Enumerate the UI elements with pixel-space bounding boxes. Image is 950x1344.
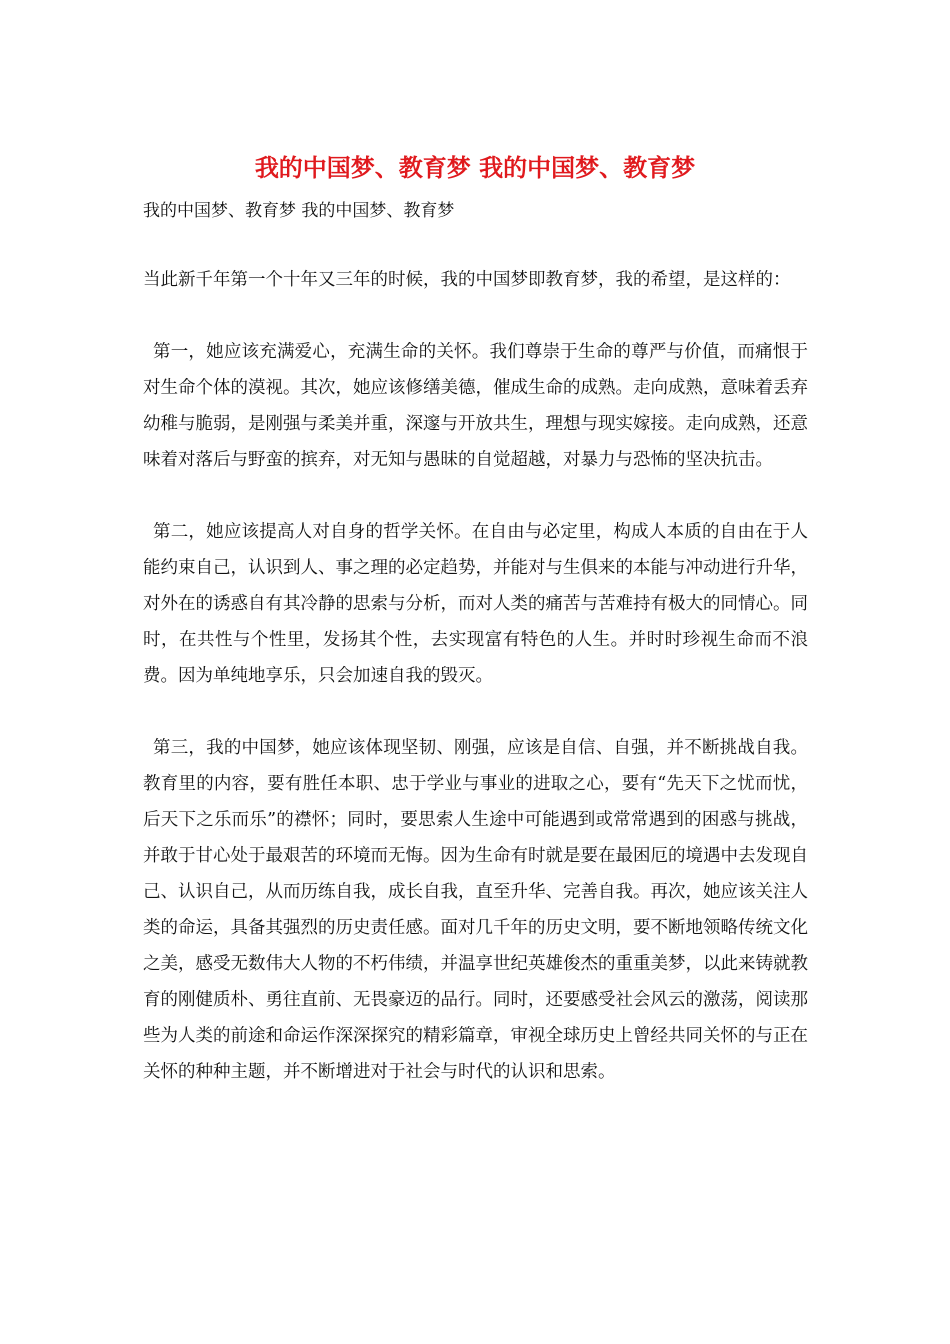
- document-title: 我的中国梦、教育梦 我的中国梦、教育梦: [254, 153, 696, 182]
- document-body: [143, 262, 808, 1126]
- paragraph-third: 第三，我的中国梦，她应该体现坚韧、刚强，应该是自信、自强，并不断挑战自我。教育里的内容，要有胜任本职、忠于学业与事业的进取之心，要有“先天下之忧而忧，后天下之乐而乐”的襟怀；同时，要思索人生途中可能遇到或常常遇到的困惑与挑战，并敢于甘心处于最艰苦的环境而无悔。因为生命有时就是要在最困厄的境遇中去发现自己、认识自己，从而历练自我，成长自我，直至升华、完善自我。再次，她应该关注人类的命运，具备其强烈的历史责任感。面对几千年的历史文明，要不断地领略传统文化之美，感受无数伟大人物的不朽伟绩，并温享世纪英雄俊杰的重重美梦，以此来铸就教育的刚健质朴、勇往直前、无畏豪迈的品行。同时，还要感受社会风云的激荡，阅读那些为人类的前途和命运作深深探究的精彩篇章，审视全球历史上曾经共同关怀的与正在关怀的种种主题，并不断增进对于社会与时代的认识和思索。: [143, 738, 808, 1082]
- document-subtitle: 我的中国梦、教育梦 我的中国梦、教育梦: [143, 201, 455, 221]
- paragraph-second: 第二，她应该提高人对自身的哲学关怀。在自由与必定里，构成人本质的自由在于人能约束自己，认识到人、事之理的必定趋势，并能对与生俱来的本能与冲动进行升华，对外在的诱惑自有其冷静的思索与分析，而对人类的痛苦与苦难持有极大的同情心。同时，在共性与个性里，发扬其个性，去实现富有特色的人生。并时时珍视生命而不浪费。因为单纯地享乐，只会加速自我的毁灭。: [143, 522, 808, 686]
- paragraph-intro: 当此新千年第一个十年又三年的时候，我的中国梦即教育梦，我的希望，是这样的：: [143, 270, 791, 290]
- paragraph-first: 第一，她应该充满爱心，充满生命的关怀。我们尊崇于生命的尊严与价值，而痛恨于对生命个体的漠视。其次，她应该修缮美德，催成生命的成熟。走向成熟，意味着丢弃幼稚与脆弱，是刚强与柔美并重，深邃与开放共生，理想与现实嫁接。走向成熟，还意味着对落后与野蛮的摈弃，对无知与愚昧的自觉超越，对暴力与恐怖的坚决抗击。: [143, 342, 808, 470]
